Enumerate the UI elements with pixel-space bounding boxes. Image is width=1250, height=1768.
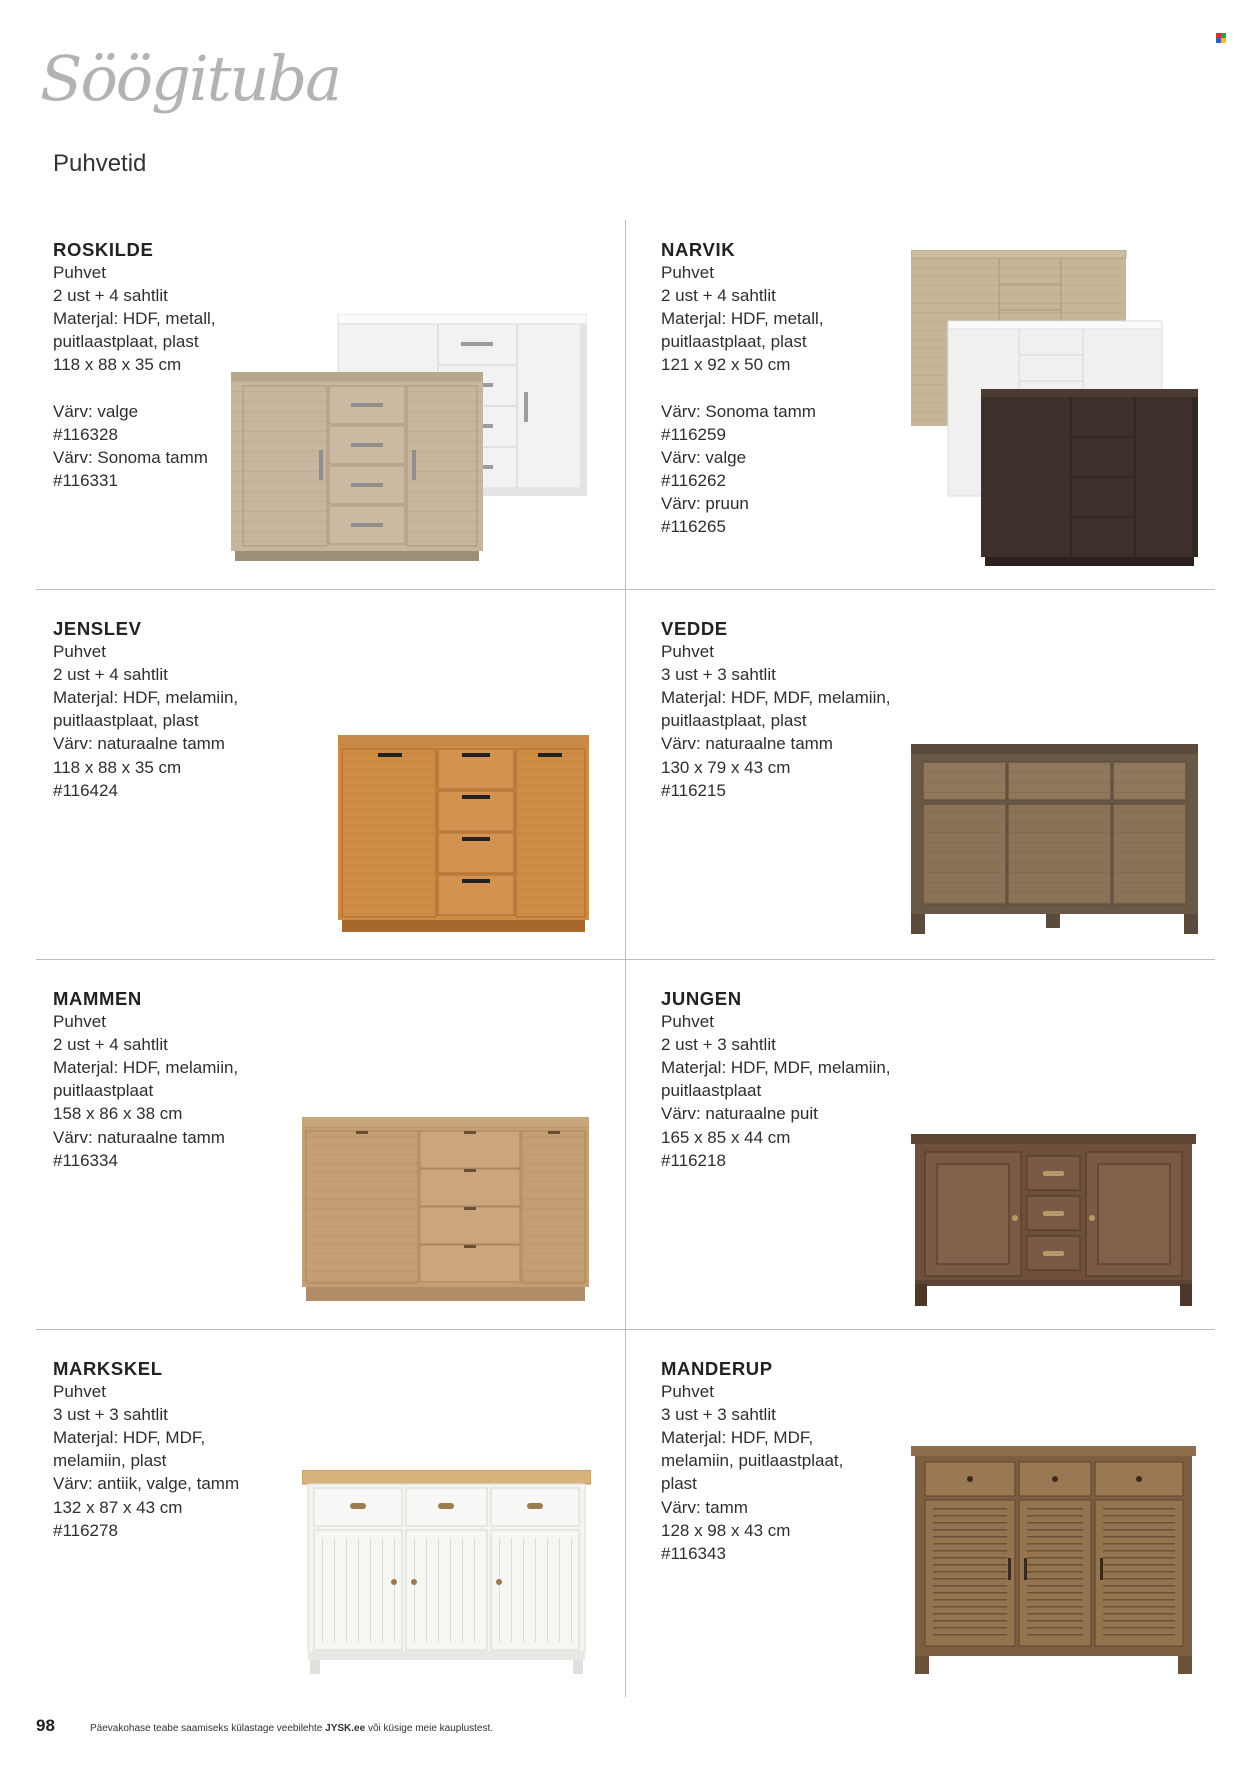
product-type: Puhvet (661, 642, 714, 662)
product-color: Värv: Sonoma tamm (661, 401, 816, 421)
product-code: #116215 (661, 780, 726, 800)
product-color: Värv: naturaalne tamm (53, 1127, 225, 1147)
product-type: Puhvet (53, 1012, 106, 1032)
jungen-product-image (911, 1134, 1196, 1306)
product-dimensions: 130 x 79 x 43 cm (661, 757, 791, 777)
product-material: Materjal: HDF, melamiin, (53, 688, 239, 708)
mammen-sideboard (302, 1117, 589, 1301)
product-type: Puhvet (661, 1382, 714, 1402)
product-doors-drawers: 2 ust + 3 sahtlit (661, 1035, 776, 1055)
product-doors-drawers: 2 ust + 4 sahtlit (661, 286, 776, 306)
product-name: MAMMEN (53, 988, 142, 1009)
product-color: Värv: naturaalne tamm (661, 734, 833, 754)
product-color: Värv: antiik, valge, tamm (53, 1474, 240, 1494)
product-code: #116278 (53, 1520, 118, 1540)
manderup-sideboard (911, 1446, 1196, 1674)
product-type: Puhvet (661, 263, 714, 283)
markskel-product-image (302, 1470, 591, 1674)
product-color: Värv: valge (53, 401, 139, 421)
product-doors-drawers: 2 ust + 4 sahtlit (53, 1035, 168, 1055)
product-name: VEDDE (661, 618, 728, 639)
page-number: 98 (36, 1716, 55, 1735)
product-code: #116334 (53, 1150, 118, 1170)
narvik-product-image (911, 250, 1198, 566)
section-subtitle: Puhvetid (53, 150, 147, 177)
product-name: MANDERUP (661, 1358, 773, 1379)
product-dimensions: 165 x 85 x 44 cm (661, 1127, 791, 1147)
product-dimensions: 158 x 86 x 38 cm (53, 1104, 183, 1124)
product-color: Värv: pruun (661, 494, 749, 514)
product-color: Värv: Sonoma tamm (53, 447, 208, 467)
product-type: Puhvet (53, 642, 106, 662)
footer-website-link[interactable]: JYSK.ee (325, 1723, 366, 1734)
logo-square-yellow (1221, 38, 1226, 43)
product-dimensions: 118 x 88 x 35 cm (53, 757, 182, 777)
product-name: NARVIK (661, 239, 736, 260)
product-material-cont: puitlaastplaat (53, 1081, 154, 1101)
footer-note-text: või küsige meie kauplustest. (365, 1723, 494, 1734)
product-name: JUNGEN (661, 988, 742, 1009)
footer-note-text: Päevakohase teabe saamiseks külastage veebilehte (90, 1723, 326, 1734)
product-code: #116424 (53, 780, 118, 800)
section-script-title: Söögituba (40, 42, 341, 115)
product-name: JENSLEV (53, 618, 142, 639)
product-code: #116328 (53, 424, 118, 444)
product-material-cont: puitlaastplaat, plast (53, 332, 199, 352)
product-color: Värv: valge (661, 447, 747, 467)
footer-note (90, 1723, 493, 1734)
product-code: #116265 (661, 517, 726, 537)
product-name: ROSKILDE (53, 239, 154, 260)
product-type: Puhvet (53, 263, 106, 283)
product-material: Materjal: HDF, MDF, melamiin, (661, 1058, 891, 1078)
product-name: MARKSKEL (53, 1358, 163, 1379)
product-doors-drawers: 2 ust + 4 sahtlit (53, 665, 168, 685)
product-type: Puhvet (661, 1012, 714, 1032)
product-dimensions: 118 x 88 x 35 cm (53, 355, 182, 375)
product-code: #116259 (661, 424, 726, 444)
product-color: Värv: naturaalne puit (661, 1104, 818, 1124)
product-type: Puhvet (53, 1382, 106, 1402)
product-code: #116343 (661, 1543, 726, 1563)
markskel-sideboard (302, 1470, 591, 1674)
product-dimensions: 132 x 87 x 43 cm (53, 1497, 183, 1517)
brand-logo-icon (1216, 33, 1226, 43)
product-material-cont: plast (661, 1474, 697, 1494)
product-material: Materjal: HDF, metall, (661, 309, 824, 329)
product-doors-drawers: 3 ust + 3 sahtlit (53, 1405, 168, 1425)
product-code: #116331 (53, 470, 118, 490)
product-jenslev (53, 617, 353, 802)
mammen-product-image (302, 1117, 589, 1306)
product-doors-drawers: 2 ust + 4 sahtlit (53, 286, 168, 306)
product-material-cont: melamiin, plast (53, 1451, 167, 1471)
product-material-cont: puitlaastplaat (661, 1081, 762, 1101)
product-material: Materjal: HDF, melamiin, (53, 1058, 239, 1078)
row-divider (36, 1329, 1215, 1330)
product-material-cont: melamiin, puitlaastplaat, (661, 1451, 844, 1471)
vedde-product-image (911, 744, 1198, 934)
product-material-cont: puitlaastplaat, plast (661, 711, 807, 731)
product-dimensions: 128 x 98 x 43 cm (661, 1520, 791, 1540)
product-material: Materjal: HDF, metall, (53, 309, 216, 329)
product-doors-drawers: 3 ust + 3 sahtlit (661, 665, 776, 685)
product-material: Materjal: HDF, MDF, melamiin, (661, 688, 891, 708)
product-doors-drawers: 3 ust + 3 sahtlit (661, 1405, 776, 1425)
jungen-sideboard (911, 1134, 1196, 1306)
product-dimensions: 121 x 92 x 50 cm (661, 355, 791, 375)
product-code: #116262 (661, 470, 726, 490)
product-material: Materjal: HDF, MDF, (661, 1428, 814, 1448)
oak-sideboard (231, 372, 483, 561)
row-divider (36, 589, 1215, 590)
vedde-sideboard (911, 744, 1198, 934)
product-material-cont: puitlaastplaat, plast (53, 711, 199, 731)
manderup-product-image (911, 1446, 1196, 1674)
roskilde-product-image (231, 314, 587, 564)
row-divider (36, 959, 1215, 960)
brown-sideboard (981, 389, 1198, 566)
product-material: Materjal: HDF, MDF, (53, 1428, 206, 1448)
product-color: Värv: tamm (661, 1497, 748, 1517)
product-code: #116218 (661, 1150, 726, 1170)
product-material-cont: puitlaastplaat, plast (661, 332, 807, 352)
product-color: Värv: naturaalne tamm (53, 734, 225, 754)
jenslev-sideboard (338, 735, 589, 932)
jenslev-product-image (338, 735, 589, 934)
